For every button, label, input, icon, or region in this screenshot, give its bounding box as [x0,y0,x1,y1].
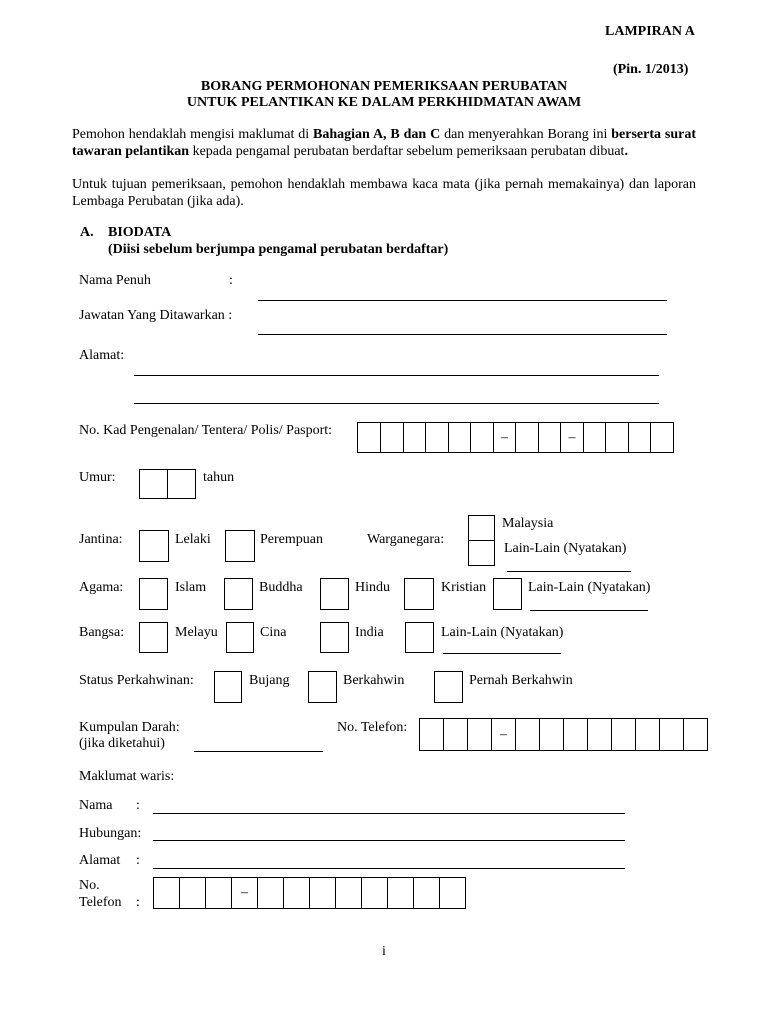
status-perkahwinan-label: Status Perkahwinan: [79,673,194,688]
waris-hubungan-input-line[interactable] [153,840,625,841]
ic-digit-box[interactable] [381,423,404,452]
pin-reference: (Pin. 1/2013) [613,62,689,77]
bujang-label: Bujang [249,673,290,688]
kumpulan-darah-input-line[interactable] [194,751,323,752]
section-a-subtitle: (Diisi sebelum berjumpa pengamal perubatan berdaftar) [108,242,449,257]
waris-telefon-label: Telefon [79,895,122,910]
berkahwin-label: Berkahwin [343,673,405,688]
perempuan-checkbox[interactable] [225,530,255,562]
ic-digit-box[interactable] [651,423,674,452]
form-title-line1: BORANG PERMOHONAN PEMERIKSAAN PERUBATAN [200,79,568,94]
cina-checkbox[interactable] [226,622,254,653]
buddha-label: Buddha [259,580,303,595]
waris-telefon-digit-box[interactable] [180,878,206,908]
lampiran-label: LAMPIRAN A [605,24,695,39]
maklumat-waris-label: Maklumat waris: [79,769,175,784]
agama-label: Agama: [79,580,124,595]
bangsa-lain-input-line[interactable] [443,653,561,654]
waris-telefon-digit-box[interactable] [414,878,440,908]
warga-lain-label: Lain-Lain (Nyatakan) [504,541,627,556]
waris-nama-label: Nama [79,798,113,813]
jawatan-label: Jawatan Yang Ditawarkan : [79,308,233,323]
waris-telefon-digit-box[interactable] [206,878,232,908]
umur-digit-box[interactable] [140,470,168,498]
waris-nama-input-line[interactable] [153,813,625,814]
umur-digit-box[interactable] [168,470,196,498]
waris-no-label: No. [79,878,100,893]
agama-lain-checkbox[interactable] [493,578,522,610]
malaysia-checkbox[interactable] [468,515,495,541]
india-label: India [355,625,384,640]
jantina-label: Jantina: [79,532,123,547]
waris-telefon-digit-box[interactable] [258,878,284,908]
buddha-checkbox[interactable] [224,578,253,610]
perempuan-label: Perempuan [260,532,323,547]
india-checkbox[interactable] [320,622,349,653]
telefon-digit-box[interactable] [588,719,612,750]
intro-paragraph-1: Pemohon hendaklah mengisi maklumat di Bahagian A, B dan C dan menyerahkan Borang ini berserta surat tawaran pelantikan kepada pengamal perubatan berdaftar sebelum pemeriksaan perubatan dibuat. [72,127,696,159]
kristian-label: Kristian [441,580,487,595]
telefon-digit-box[interactable] [540,719,564,750]
intro-paragraph-2: Untuk tujuan pemeriksaan, pemohon hendaklah membawa kaca mata (jika pernah memakainya) dan laporan Lembaga Perubatan (jika ada). [72,177,696,209]
ic-digit-box[interactable] [629,423,651,452]
tahun-label: tahun [203,470,235,485]
melayu-checkbox[interactable] [139,622,168,653]
waris-telefon-digit-box[interactable] [154,878,180,908]
nama-penuh-label: Nama Penuh [79,273,151,288]
pernah-berkahwin-label: Pernah Berkahwin [469,673,573,688]
telefon-digit-box[interactable] [660,719,684,750]
ic-digit-box[interactable] [404,423,426,452]
waris-nama-colon: : [136,798,140,813]
waris-telefon-colon: : [136,895,140,910]
ic-digit-box[interactable] [426,423,449,452]
umur-boxes [139,469,196,499]
bangsa-lain-checkbox[interactable] [405,622,434,653]
telefon-digit-box[interactable] [516,719,540,750]
kumpulan-darah-note: (jika diketahui) [79,736,165,751]
waris-telefon-digit-box[interactable] [336,878,362,908]
warganegara-label: Warganegara: [367,532,445,547]
lelaki-label: Lelaki [175,532,211,547]
waris-telefon-digit-box[interactable] [388,878,414,908]
melayu-label: Melayu [175,625,218,640]
hindu-label: Hindu [355,580,390,595]
waris-telefon-digit-box[interactable] [362,878,388,908]
telefon-dash: – [492,719,516,750]
hindu-checkbox[interactable] [320,578,349,610]
ic-digit-box[interactable] [606,423,629,452]
ic-digit-box[interactable] [539,423,561,452]
waris-telefon-digit-box[interactable] [440,878,466,908]
bangsa-lain-label: Lain-Lain (Nyatakan) [441,625,564,640]
ic-digit-box[interactable] [471,423,494,452]
form-title-line2: UNTUK PELANTIKAN KE DALAM PERKHIDMATAN AWAM [186,95,582,110]
ic-digit-box[interactable] [358,423,381,452]
waris-telefon-dash: – [232,878,258,908]
ic-digit-box[interactable] [516,423,539,452]
telefon-digit-box[interactable] [444,719,468,750]
ic-dash: – [494,423,516,452]
nama-penuh-input-line[interactable] [258,300,667,301]
telefon-digit-box[interactable] [612,719,636,750]
kad-pengenalan-boxes [357,422,674,453]
islam-checkbox[interactable] [139,578,168,610]
alamat-label: Alamat: [79,348,125,363]
waris-telefon-digit-box[interactable] [284,878,310,908]
telefon-boxes [419,718,708,751]
lelaki-checkbox[interactable] [139,530,169,562]
page-number: i [382,944,386,959]
jawatan-input-line[interactable] [258,334,667,335]
waris-alamat-input-line[interactable] [153,868,625,869]
telefon-label: No. Telefon: [337,720,408,735]
alamat-input-line-1[interactable] [134,375,659,376]
cina-label: Cina [260,625,287,640]
warga-lain-input-line[interactable] [507,571,631,572]
waris-hubungan-label: Hubungan: [79,826,142,841]
warga-lain-checkbox[interactable] [468,540,495,566]
ic-dash: – [561,423,584,452]
telefon-digit-box[interactable] [420,719,444,750]
pernah-berkahwin-checkbox[interactable] [434,671,463,703]
telefon-digit-box[interactable] [468,719,492,750]
islam-label: Islam [175,580,207,595]
waris-alamat-label: Alamat [79,853,121,868]
agama-lain-label: Lain-Lain (Nyatakan) [528,580,651,595]
agama-lain-input-line[interactable] [530,610,648,611]
telefon-digit-box[interactable] [684,719,708,750]
section-a-title: BIODATA [108,225,172,240]
waris-telefon-digit-box[interactable] [310,878,336,908]
bangsa-label: Bangsa: [79,625,125,640]
bujang-checkbox[interactable] [214,671,242,703]
telefon-digit-box[interactable] [636,719,660,750]
alamat-input-line-2[interactable] [134,403,659,404]
section-a-number: A. [80,225,94,240]
kristian-checkbox[interactable] [404,578,434,610]
ic-digit-box[interactable] [449,423,471,452]
ic-digit-box[interactable] [584,423,606,452]
malaysia-label: Malaysia [502,516,554,531]
umur-label: Umur: [79,470,116,485]
kad-pengenalan-label: No. Kad Pengenalan/ Tentera/ Polis/ Pasport: [79,423,333,438]
berkahwin-checkbox[interactable] [308,671,337,703]
kumpulan-darah-label: Kumpulan Darah: [79,720,180,735]
waris-alamat-colon: : [136,853,140,868]
nama-penuh-colon: : [229,273,233,288]
telefon-digit-box[interactable] [564,719,588,750]
waris-telefon-boxes [153,877,466,909]
